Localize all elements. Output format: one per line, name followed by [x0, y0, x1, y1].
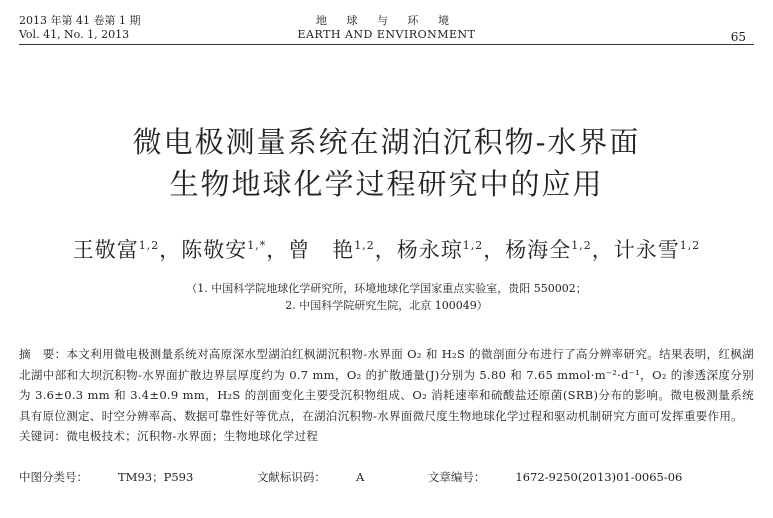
- clc-value: TM93；P593: [118, 470, 194, 484]
- keywords-label: 关键词：: [19, 429, 67, 443]
- author-affiliation: 1,2: [679, 239, 701, 252]
- article-number-label: 文章编号：: [427, 470, 486, 484]
- keywords-paragraph: [19, 426, 754, 447]
- author-affiliation: 1,2: [354, 239, 375, 252]
- author-affiliation: 1,2: [571, 239, 592, 252]
- classification-line: [19, 467, 754, 488]
- author-affiliation: 1,*: [247, 239, 267, 252]
- journal-name: [19, 14, 754, 42]
- author-name: 陈敬安: [181, 238, 248, 262]
- author-name: 王敬富: [72, 238, 139, 262]
- issue-en: Vol. 41, No. 1, 2013: [19, 28, 130, 41]
- document-code: [257, 470, 394, 484]
- paper-title: [0, 121, 773, 205]
- author-list: 王敬富$^{1,2}$，陈敬安$^{1,*}$，曾 艳$^{1,2}$，杨永琼$^{1,2}$，杨海全$^{1,2}$，计永雪$^{1,2}$: [72, 238, 701, 262]
- journal-name-en: EARTH AND ENVIRONMENT: [297, 28, 476, 41]
- author-affiliation: 1,2: [462, 239, 484, 252]
- abstract-block: [19, 344, 754, 447]
- abstract-label: 摘 要：: [19, 347, 67, 361]
- article-number-value: 1672-9250(2013)01-0065-06: [515, 470, 683, 484]
- journal-name-cn: 地 球 与 环 境: [316, 14, 457, 27]
- document-code-value: A: [355, 470, 365, 484]
- title-line-1: 微电极测量系统在湖泊沉积物-水界面: [132, 125, 641, 159]
- abstract-paragraph: [19, 344, 754, 426]
- affiliation-line-2: 2. 中国科学院研究生院，北京 100049）: [285, 299, 488, 312]
- title-line-2: 生物地球化学过程研究中的应用: [169, 167, 604, 201]
- clc-code: [19, 470, 223, 484]
- article-number: [428, 470, 712, 484]
- affiliations: [0, 280, 773, 314]
- page-number: 65: [730, 30, 746, 44]
- author-name: 杨永琼: [396, 238, 463, 262]
- author-affiliation: 1,2: [138, 239, 160, 252]
- issue-cn: 2013 年第 41 卷第 1 期: [19, 14, 141, 27]
- keywords-text: 微电极技术；沉积物-水界面；生物地球化学过程: [66, 429, 319, 443]
- abstract-text: 本文利用微电极测量系统对高原深水型湖泊红枫湖沉积物-水界面 O₂ 和 H₂S 的微剖面分布进行了高分辨率研究。结果表明，红枫湖北湖中部和大坝沉积物-水界面扩散边界层厚度约为 0.7 mm，O₂ 的扩散通量(J)分别为 5.80 和 7.65 mmol·m⁻²·d⁻¹，O₂ 的渗透深度分别为 3.6±0.3 mm 和 3.4±0.9 mm，H₂S 的剖面变化主要受沉积物组成、O₂ 消耗速率和硫酸盐还原菌(SRB)分布的影响。微电极测量系统具有原位测定、时空分辨率高、数据可靠性好等优点，在湖泊沉积物-水界面微尺度生物地球化学过程和驱动机制研究方面可发挥重要作用。: [19, 347, 754, 423]
- clc-label: 中图分类号：: [19, 470, 88, 484]
- document-code-label: 文献标识码：: [256, 470, 326, 484]
- journal-header: [19, 14, 754, 42]
- affiliation-line-1: （1. 中国科学院地球化学研究所，环境地球化学国家重点实验室，贵阳 550002；: [186, 282, 587, 295]
- header-rule: [19, 44, 754, 45]
- author-name: 曾 艳: [288, 238, 355, 262]
- author-name: 计永雪: [613, 238, 680, 262]
- author-name: 杨海全: [505, 238, 572, 262]
